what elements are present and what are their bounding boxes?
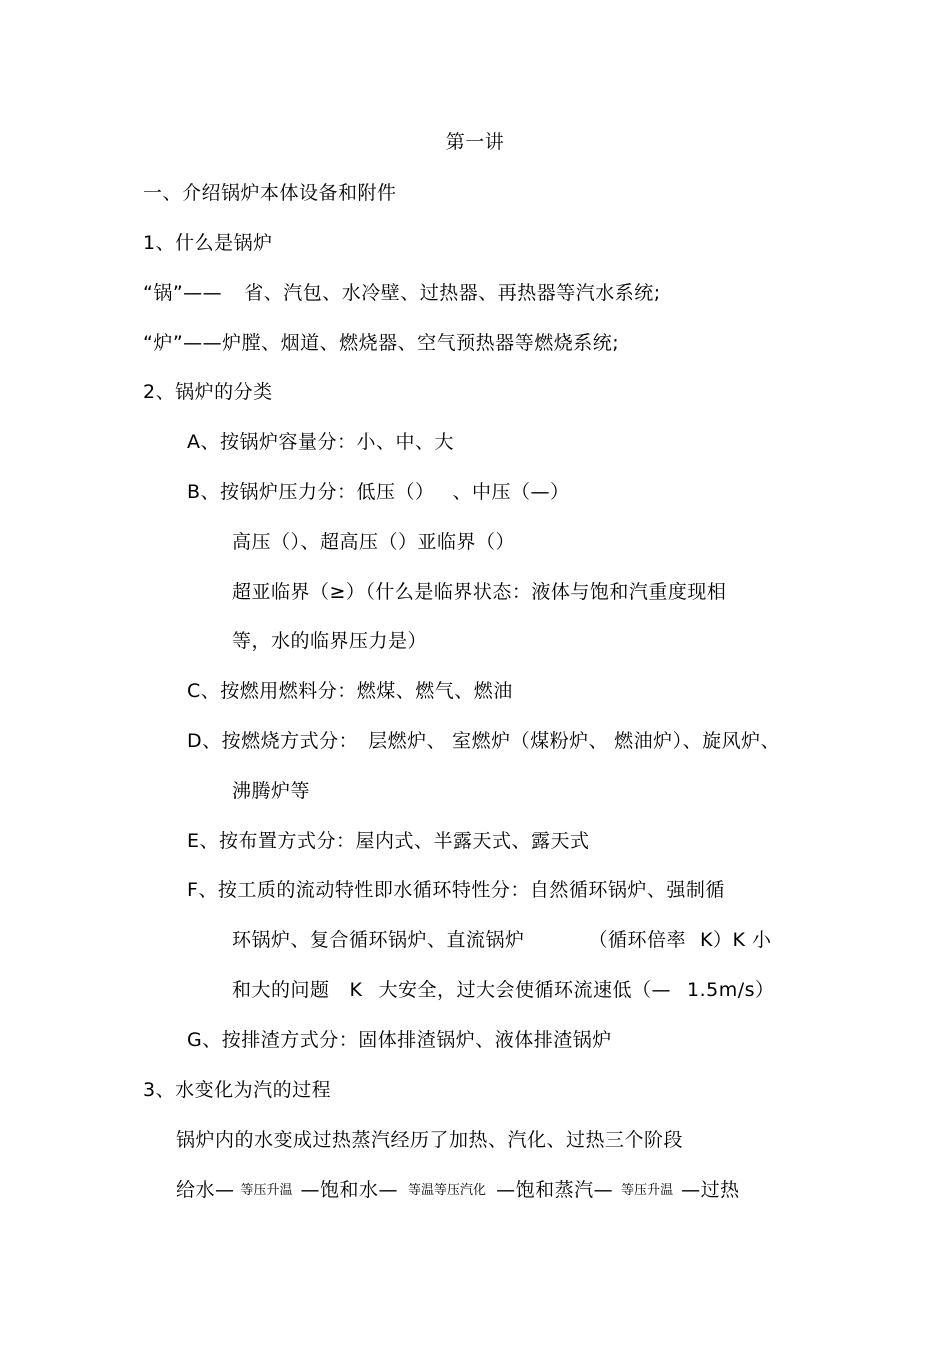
classification-f: F、按工质的流动特性即水循环特性分：自然循环锅炉、强制循 <box>187 879 725 901</box>
question-1-heading: 1、什么是锅炉 <box>143 232 273 254</box>
classification-f-line2-part3: K）K 小 <box>700 929 772 951</box>
lu-definition: “炉”——炉膛、烟道、燃烧器、空气预热器等燃烧系统; <box>143 332 620 354</box>
classification-a: A、按锅炉容量分：小、中、大 <box>187 431 454 453</box>
guo-definition <box>143 281 661 305</box>
classification-b-line3: 超亚临界（≥）（什么是临界状态：液体与饱和汽重度现相 <box>232 581 727 603</box>
classification-b-line2: 高压（）、超高压（）亚临界（） <box>232 531 516 553</box>
classification-c: C、按燃用燃料分：燃煤、燃气、燃油 <box>187 680 513 702</box>
flow-label-isobaric-heating: 等压升温 <box>240 1183 293 1198</box>
classification-f-line3-part3: 大安全，过大会使循环流速低（— <box>378 979 671 1001</box>
process-description: 锅炉内的水变成过热蒸汽经历了加热、汽化、过热三个阶段 <box>176 1129 684 1151</box>
classification-g: G、按排渣方式分：固体排渣锅炉、液体排渣锅炉 <box>187 1029 612 1051</box>
flow-step-feedwater: 给水— <box>176 1179 235 1201</box>
classification-f-line2-part2: （循环倍率 <box>588 929 687 951</box>
flow-label-vaporization: 等温等压汽化 <box>408 1183 487 1198</box>
question-2-heading: 2、锅炉的分类 <box>143 381 273 403</box>
question-3-heading: 3、水变化为汽的过程 <box>143 1079 332 1101</box>
classification-f-line2-part1: 环锅炉、复合循环锅炉、直流锅炉 <box>232 929 525 951</box>
classification-d-part3: 室燃炉（煤粉炉、 <box>452 730 609 752</box>
classification-d-part4: 燃油炉）、旋风炉、 <box>614 730 781 752</box>
classification-b <box>187 480 570 504</box>
guo-term: “锅”—— <box>143 282 223 304</box>
classification-d <box>187 729 780 753</box>
classification-f-line3-part2: K <box>349 979 363 1001</box>
flow-step-saturated-steam: —饱和蒸汽— <box>496 1179 614 1201</box>
classification-e: E、按布置方式分：屋内式、半露天式、露天式 <box>187 830 590 852</box>
section-heading: 一、介绍锅炉本体设备和附件 <box>143 182 397 204</box>
classification-f-line3-part1: 和大的问题 <box>232 979 330 1001</box>
classification-d-line2: 沸腾炉等 <box>232 780 311 802</box>
page-title: 第一讲 <box>445 131 505 153</box>
classification-d-part1: D、按燃烧方式分： <box>187 730 359 752</box>
classification-d-part2: 层燃炉、 <box>368 730 447 752</box>
classification-b-part1: B、按锅炉压力分：低压（） <box>187 481 435 503</box>
flow-step-saturated-water: —饱和水— <box>300 1179 399 1201</box>
flow-label-superheating: 等压升温 <box>621 1183 674 1198</box>
classification-f-line3-part4: 1.5m/s） <box>687 979 775 1001</box>
classification-f-line2 <box>232 928 772 952</box>
classification-f-line3 <box>232 978 775 1002</box>
guo-description: 省、汽包、水冷壁、过热器、再热器等汽水系统; <box>244 282 661 304</box>
classification-b-part2: 、中压（—） <box>452 481 570 503</box>
flow-step-superheated: —过热 <box>681 1179 740 1201</box>
process-flow <box>176 1178 740 1203</box>
classification-b-line4: 等，水的临界压力是） <box>232 630 428 652</box>
